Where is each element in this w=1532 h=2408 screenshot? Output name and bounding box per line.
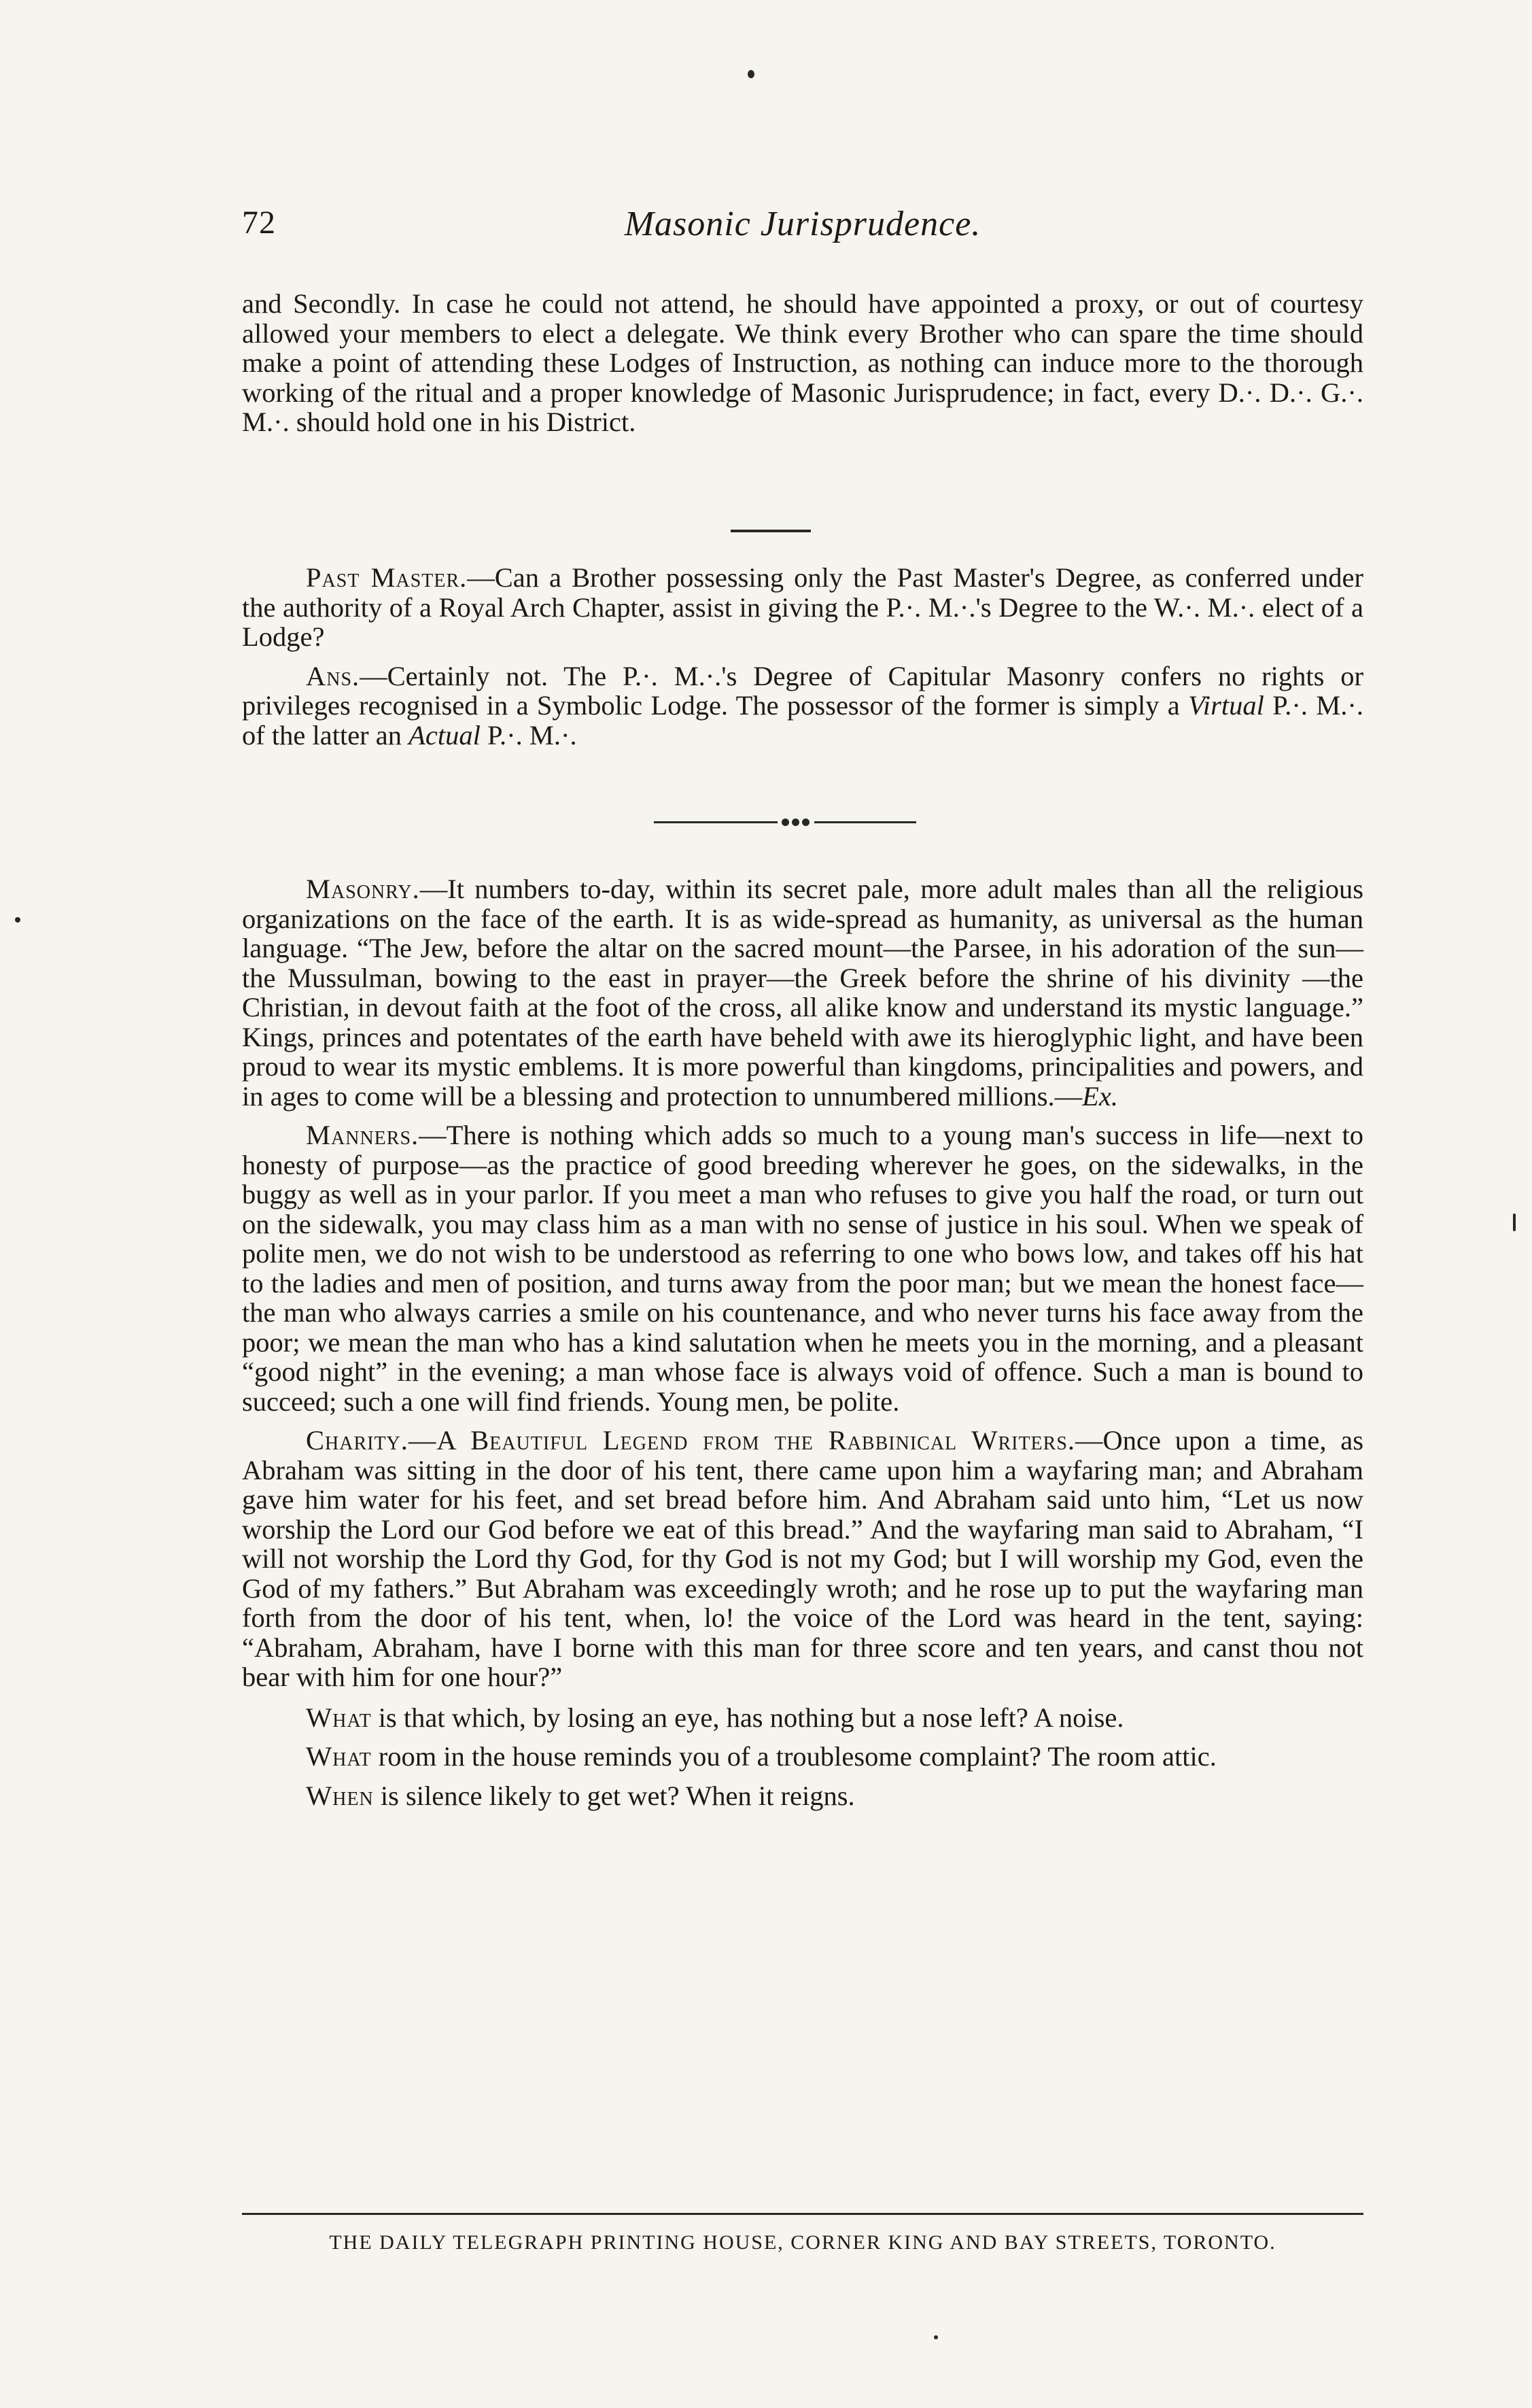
masonry-paragraph: [242, 874, 1363, 1111]
riddle-paragraph: [242, 1703, 1363, 1733]
continuation-block: [242, 289, 1363, 437]
footer-rule: [242, 2213, 1363, 2215]
articles-block: [242, 874, 1363, 1810]
answer-virtual: Virtual: [1188, 690, 1264, 721]
printer-imprint: THE DAILY TELEGRAPH PRINTING HOUSE, CORNER KING AND BAY STREETS, TORONTO.: [329, 2231, 1276, 2254]
riddle-paragraph: [242, 1742, 1363, 1772]
scan-speck: [1513, 1214, 1516, 1231]
riddle-lead: When: [306, 1780, 374, 1811]
riddle-text: room in the house reminds you of a troublesome complaint? The room attic.: [371, 1741, 1217, 1772]
riddle-paragraph: [242, 1781, 1363, 1811]
answer-text: —Certainly not. The P.·. M.·.'s Degree of Capitular Masonry confers no rights or privileges recognised in a Symbolic Lodge. The possessor of the former is simply a: [242, 660, 1363, 721]
scan-speck: [934, 2335, 938, 2339]
manners-text: —There is nothing which adds so much to a young man's success in life—next to honesty of purpose—as the practice of good breeding wherever he goes, on the sidewalks, in the buggy as well as in your parlor. If you meet a man who refuses to give you half the road, or turn out on the sidewalk, you may class him as a man with no sense of justice in his soul. When we speak of polite men, we do not wish to be understood as referring to one who bows low, and takes off his hat to the ladies and men of position, and turns away from the poor man; but we mean the honest face—the man who always carries a smile on his countenance, and who never turns his face away from the poor; we mean the man who has a kind salutation when he meets you in the morning, and a pleasant “good night” in the evening; a man whose face is always void of offence. Such a man is bound to succeed; such a one will find friends. Young men, be polite.: [242, 1120, 1363, 1417]
continuation-paragraph: and Secondly. In case he could not attend, he should have appointed a proxy, or out of courtesy allowed your members to elect a delegate. We think every Brother who can spare the time should make a point of attending these Lodges of Instruction, as nothing can induce more to the thorough working of the ritual and a proper knowledge of Masonic Jurisprudence; in fact, every D.·. D.·. G.·. M.·. should hold one in his District.: [242, 288, 1363, 437]
answer-text: P.·. M.·.: [480, 719, 577, 751]
scan-speck: [748, 70, 754, 78]
masonry-label: Masonry.: [306, 874, 420, 904]
riddle-lead: What: [306, 1741, 372, 1772]
past-master-block: [242, 563, 1363, 750]
question-text: —Can a Brother possessing only the Past Master's Degree, as conferred under the authority of a Royal Arch Chapter, assist in giving the P.·. M.·.'s Degree to the W.·. M.·. elect of a Lodge?: [242, 562, 1364, 652]
running-title: Masonic Jurisprudence.: [624, 205, 981, 243]
riddle-text: is that which, by losing an eye, has nothing but a nose left? A noise.: [371, 1702, 1124, 1733]
answer-actual: Actual: [408, 719, 481, 751]
answer-text: P.·. M.·. of the latter an: [242, 690, 1364, 751]
scan-speck: [15, 917, 20, 923]
masonry-text: —It numbers to-day, within its secret pale, more adult males than all the religious organizations on the face of the earth. It is as wide-spread as humanity, as universal as the human language. “The Jew, before the altar on the sacred mount—the Parsee, in his adoration of the sun—the Mussulman, bowing to the east in prayer—the Greek before the shrine of his divinity —the Christian, in devout faith at the foot of the cross, all alike know and understand its mystic language.” Kings, princes and potentates of the earth have beheld with awe its hieroglyphic light, and have been proud to wear its mystic emblems. It is more powerful than kingdoms, principalities and powers, and in ages to come will be a blessing and protection to unnumbered millions.—: [242, 874, 1363, 1112]
page-number: 72: [242, 205, 276, 241]
charity-paragraph: [242, 1426, 1363, 1692]
ornamental-divider: [654, 814, 933, 831]
question-label: Past Master.: [306, 562, 468, 593]
manners-label: Manners.: [306, 1120, 419, 1150]
answer-label: Ans.: [306, 660, 360, 691]
past-master-answer: [242, 661, 1363, 751]
charity-label: Charity.—A Beautiful Legend from the Rabbinical Writers.: [306, 1425, 1076, 1456]
riddle-lead: What: [306, 1702, 372, 1733]
page-header: [242, 204, 1363, 258]
past-master-question: [242, 563, 1363, 652]
manners-paragraph: [242, 1120, 1363, 1416]
charity-text: —Once upon a time, as Abraham was sitting in the door of his tent, there came upon him a wayfaring man; and Abraham gave him water for his feet, and set bread before him. And Abraham said unto him, “Let us now worship the Lord our God before we eat of this bread.” And the wayfaring man said to Abraham, “I will not worship the Lord thy God, for thy God is not my God; but I will worship my God, even the God of my fathers.” But Abraham was exceedingly wroth; and he rose up to put the wayfaring man forth from the door of his tent, when, lo! the voice of the Lord was heard in the tent, saying: “Abraham, Abraham, have I borne with this man for three score and ten years, and canst thou not bear with him for one hour?”: [242, 1425, 1363, 1692]
masonry-source: Ex.: [1082, 1080, 1118, 1112]
section-rule: [731, 530, 811, 532]
riddle-text: is silence likely to get wet? When it reigns.: [373, 1780, 855, 1811]
